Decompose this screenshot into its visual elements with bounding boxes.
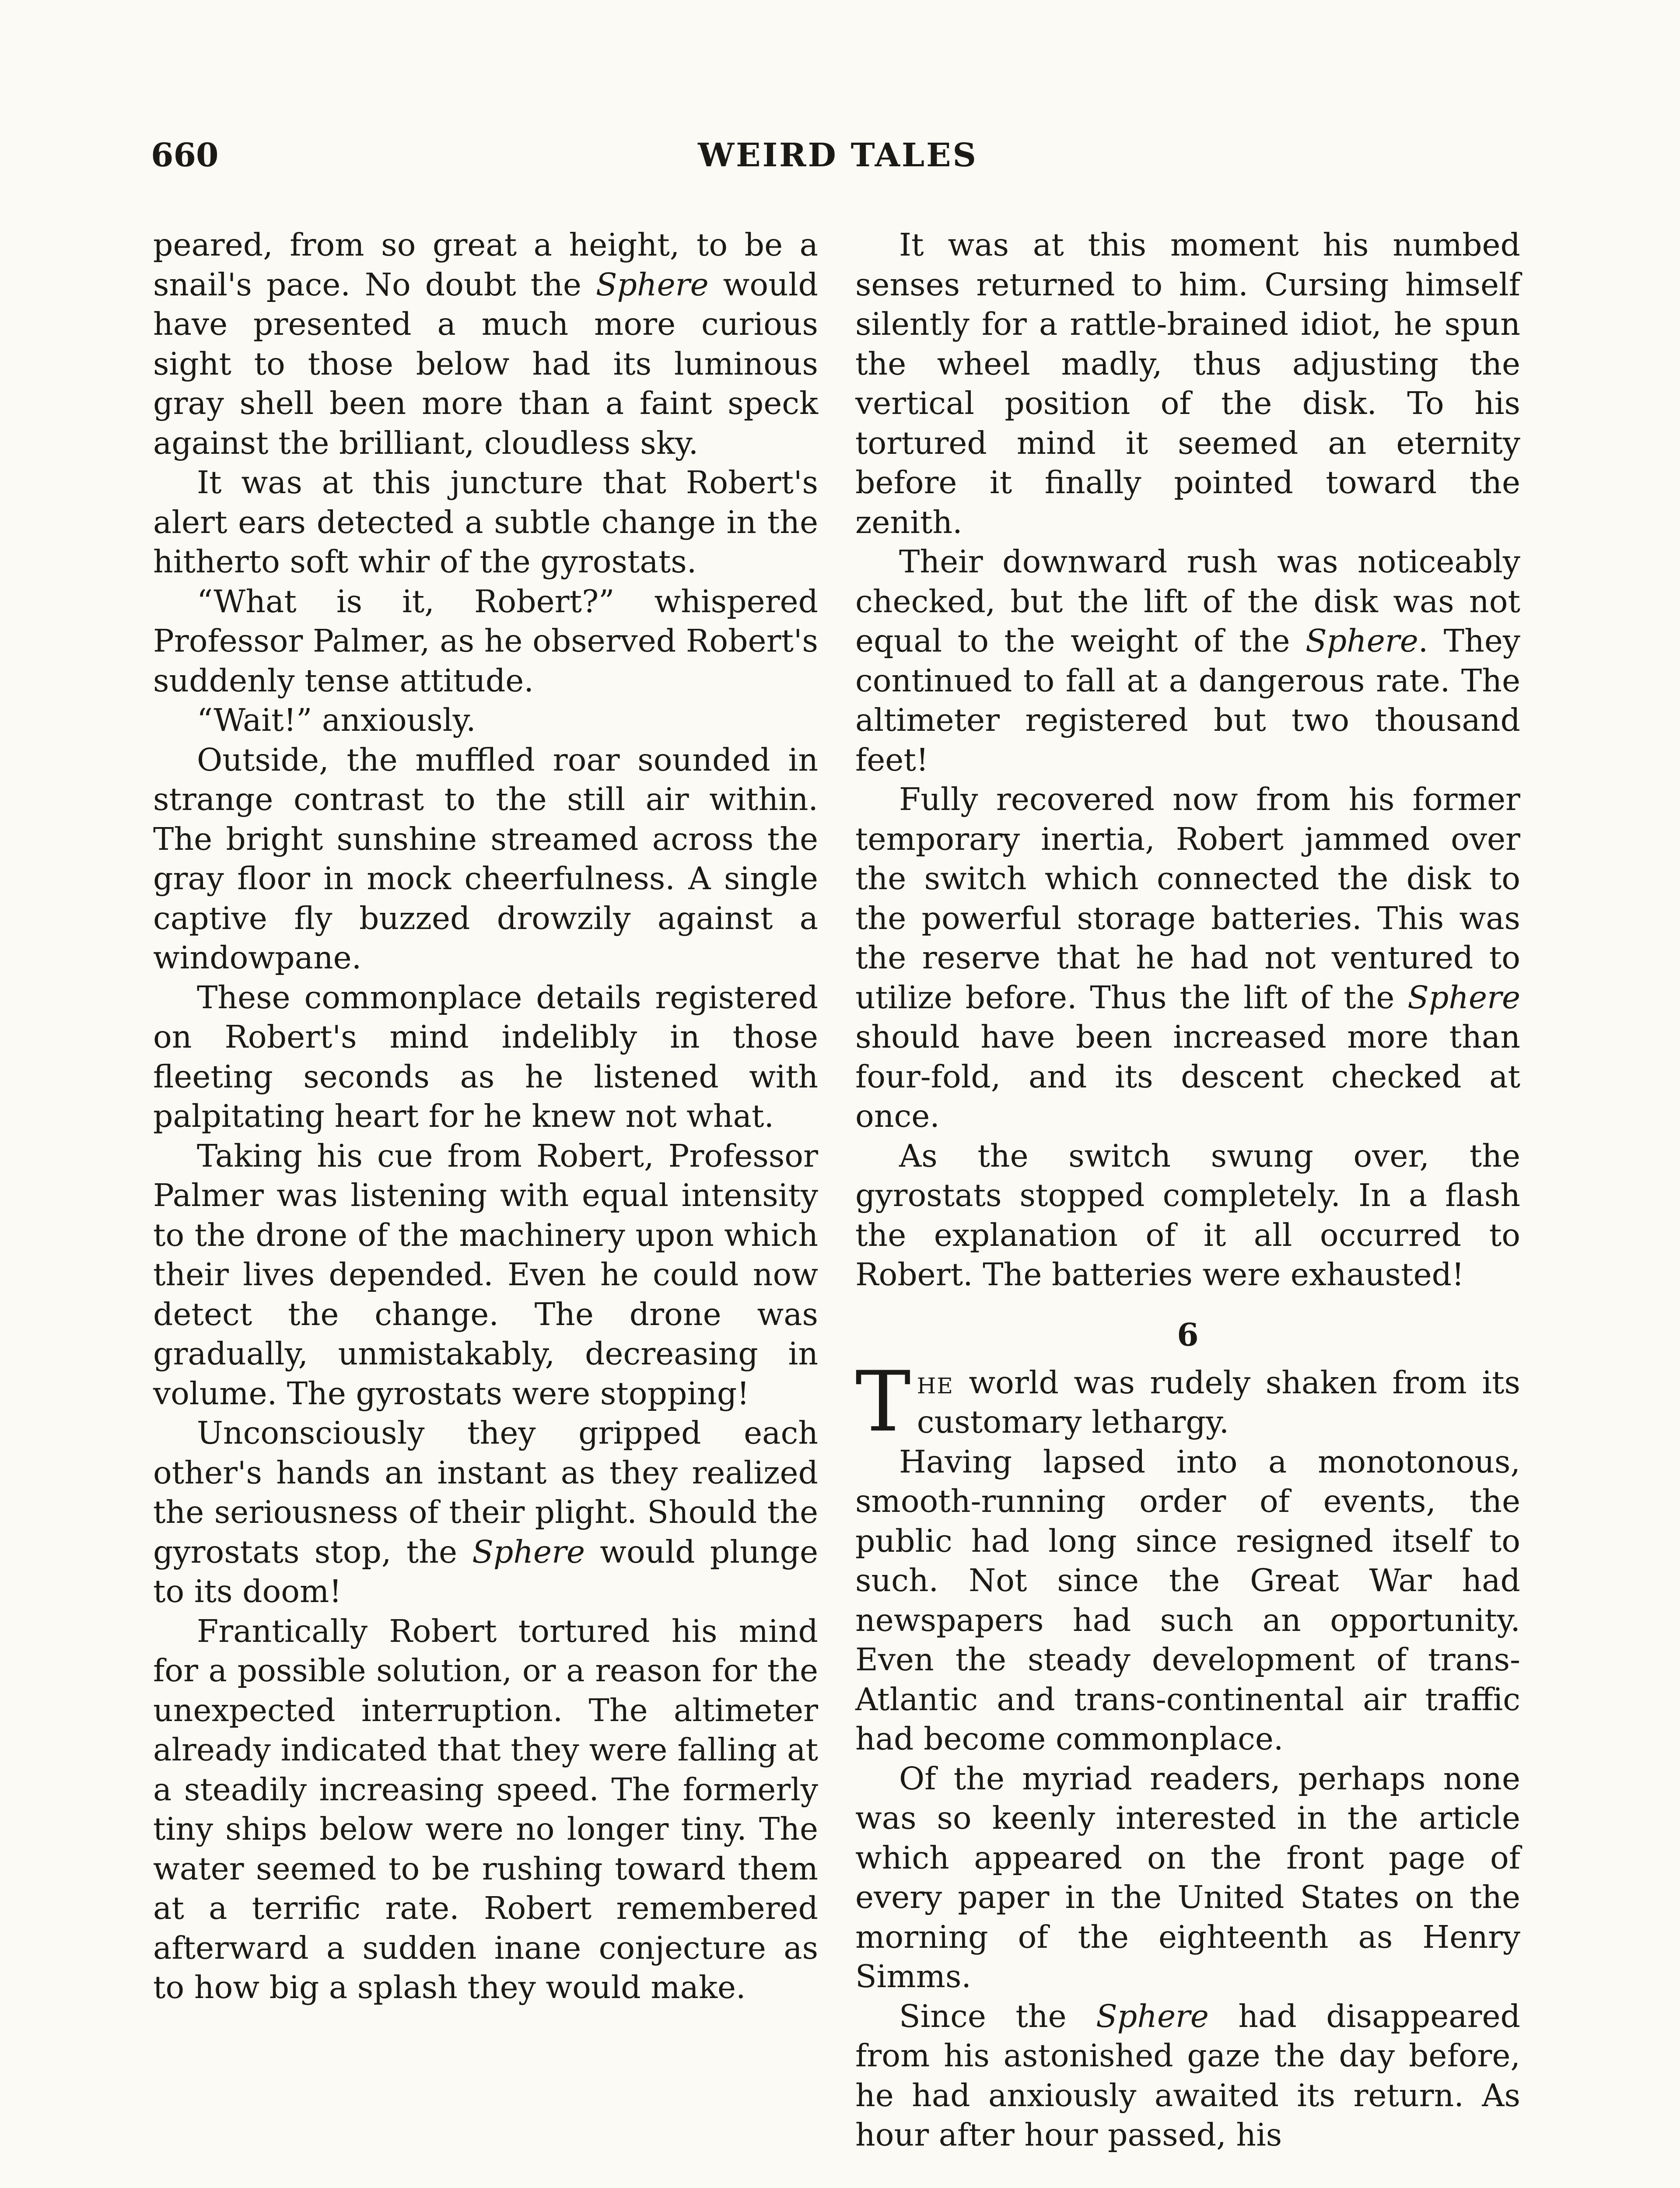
text-run: had disappeared from his astonished gaze the day before, he had anxiously awaited its return. As hour after hour passed, his [855,1998,1520,2153]
text-run: Unconsciously they gripped each other's hands an instant as they realized the seriousness of their plight. Should the gyrostats stop, the [153,1415,818,1570]
text-run: “What is it, Robert?” whispered Professor Palmer, as he observed Robert's suddenly tense attitude. [153,583,818,699]
text-run: Frantically Robert tortured his mind for a possible solution, or a reason for the unexpected interruption. The altimeter already indicated that they were falling at a steadily increasing speed. The formerly tiny ships below were no longer tiny. The water seemed to be rushing toward them at a terrific rate. Robert remembered afterward a sudden inane conjecture as to how big a splash they would make. [153,1613,818,2006]
text-run: These commonplace details registered on Robert's mind indelibly in those fleeting seconds as he listened with palpitating heart for he knew not what. [153,979,818,1134]
text-run: Outside, the muffled roar sounded in strange contrast to the still air within. The bright sunshine streamed across the gray floor in mock cheerfulness. A single captive fly buzzed drowzily against a windowpane. [153,741,818,976]
opening-text: world was rudely shaken from its customary lethargy. [917,1364,1520,1440]
italic-text: Sphere [1096,1998,1209,2034]
paragraph [855,1759,1520,1997]
text-run: It was at this moment his numbed senses returned to him. Cursing himself silently for a rattle-brained idiot, he spun the wheel madly, thus adjusting the vertical position of the disk. To his tortured mind it seemed an eternity before it finally pointed toward the zenith. [855,227,1520,540]
section-number: 6 [1177,1316,1199,1353]
text-run: Taking his cue from Robert, Professor Palmer was listening with equal intensity to the drone of the machinery upon which their lives depended. Even he could now detect the change. The drone was gradually, unmistakably, decreasing in volume. The gyrostats were stopping! [153,1137,818,1412]
left-column [153,225,818,2008]
text-run: Their downward rush was noticeably checked, but the lift of the disk was not equal to the weight of the [855,543,1520,659]
text-run: Since the [899,1998,1096,2034]
right-column-lower [855,1442,1520,2155]
running-title: WEIRD TALES [698,137,978,174]
paragraph [153,978,818,1136]
paragraph [855,225,1520,542]
drop-cap: T [855,1353,911,1450]
paragraph [153,463,818,582]
text-run: should have been increased more than four-fold, and its descent checked at once. [855,1019,1520,1134]
paragraph [153,701,818,740]
small-caps-word: he [917,1364,954,1401]
page-number: 660 [151,137,219,174]
text-run: would plunge to its doom! [153,1533,818,1609]
text-run: “Wait!” anxiously. [197,702,476,738]
paragraph [153,582,818,701]
text-run: As the switch swung over, the gyrostats stopped completely. In a flash the explanation of it all occurred to Robert. The batteries were exhausted! [855,1137,1520,1293]
text-run: Of the myriad readers, perhaps none was so keenly interested in the article which appeared on the front page of every paper in the United States on the morning of the eighteenth as Henry Simms. [855,1760,1520,1995]
italic-text: Sphere [1305,623,1418,659]
italic-text: Sphere [595,266,709,303]
text-run: Fully recovered now from his former temporary inertia, Robert jammed over the switch which connected the disk to the powerful storage batteries. This was the reserve that he had not ventured to utilize before. Thus the lift of the [855,781,1520,1016]
paragraph [153,1413,818,1612]
italic-text: Sphere [1407,979,1520,1016]
paragraph [855,542,1520,780]
right-column [855,225,1520,2155]
section-opening-paragraph [855,1353,1520,1450]
right-column-upper [855,225,1520,1295]
text-run: . They continued to fall at a dangerous rate. The altimeter registered but two thousand feet! [855,623,1520,778]
paragraph [855,1442,1520,1759]
paragraph [855,1997,1520,2155]
paragraph [855,1136,1520,1295]
paragraph [153,740,818,978]
paragraph [153,1136,818,1414]
text-run: It was at this juncture that Robert's alert ears detected a subtle change in the hitherto soft whir of the gyrostats. [153,464,818,580]
text-run: Having lapsed into a monotonous, smooth-running order of events, the public had long since resigned itself to such. Not since the Great War had newspapers had such an opportunity. Even the steady development of trans-Atlantic and trans-continental air traffic had become commonplace. [855,1443,1520,1757]
running-header [151,131,1525,179]
paragraph [153,1612,818,2008]
italic-text: Sphere [472,1533,585,1570]
text-run: would have presented a much more curious sight to those below had its luminous gray shell been more than a faint speck against the brilliant, cloudless sky. [153,266,818,461]
paragraph [153,225,818,463]
text-run: peared, from so great a height, to be a snail's pace. No doubt the [153,227,818,303]
paragraph [855,780,1520,1136]
